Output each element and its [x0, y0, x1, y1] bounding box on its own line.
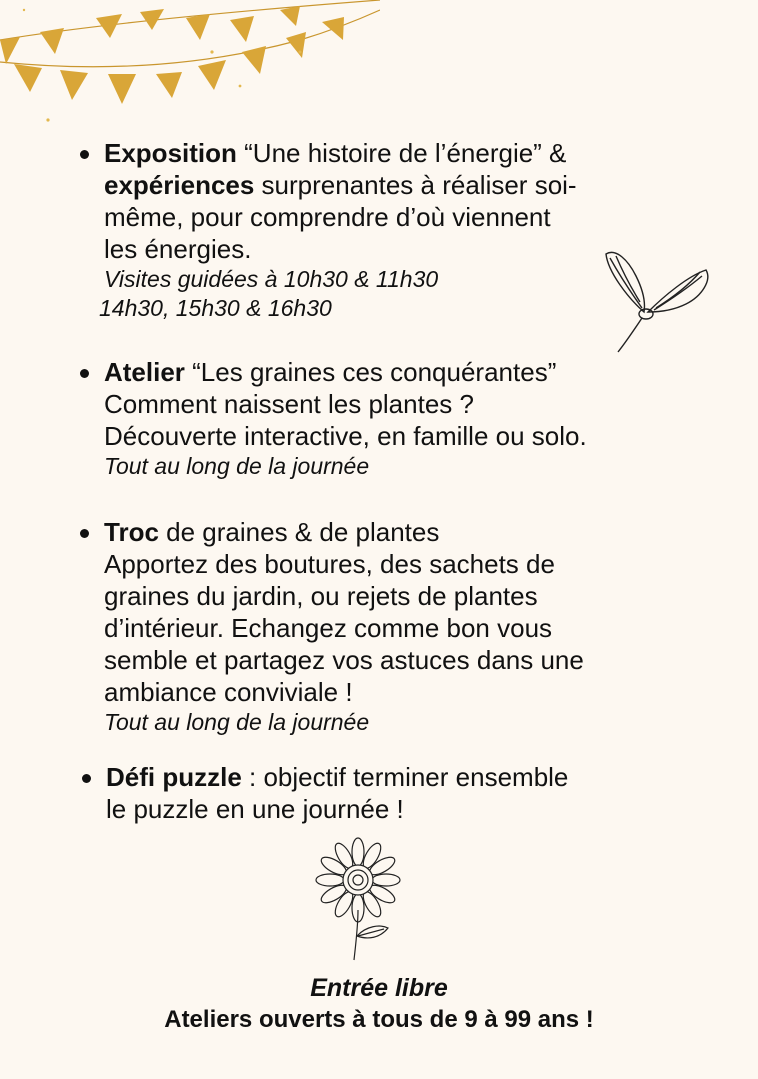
ages-text: Ateliers ouverts à tous de 9 à 99 ans !: [164, 1006, 594, 1033]
puzzle-item: [106, 761, 568, 825]
atelier-line-3: Découverte interactive, en famille ou solo.: [104, 421, 587, 451]
exposition-times-2: 14h30, 15h30 & 16h30: [99, 295, 332, 321]
troc-subtitle: de graines & de plantes: [158, 517, 440, 547]
exposition-subtitle: “Une histoire de l’énergie” &: [236, 138, 567, 168]
maple-seed-illustration-icon: [598, 246, 714, 358]
bullet-icon: [80, 150, 89, 159]
troc-times: Tout au long de la journée: [104, 709, 370, 735]
bullet-icon: [82, 774, 91, 783]
exposition-times-1: Visites guidées à 10h30 & 11h30: [104, 266, 439, 292]
puzzle-title: Défi puzzle: [106, 762, 242, 792]
sunflower-illustration-icon: [314, 836, 404, 962]
footer: [0, 972, 758, 1036]
puzzle-line-2: le puzzle en une journée !: [106, 794, 404, 824]
troc-line-6: ambiance conviviale !: [104, 677, 353, 707]
atelier-item: [104, 356, 587, 481]
puzzle-subtitle: : objectif terminer ensemble: [241, 762, 569, 792]
bullet-icon: [80, 369, 89, 378]
bullet-icon: [80, 529, 89, 538]
exposition-title: Exposition: [104, 138, 237, 168]
atelier-title: Atelier: [104, 357, 185, 387]
exposition-item: [99, 137, 577, 323]
atelier-times: Tout au long de la journée: [104, 453, 370, 479]
atelier-line-2: Comment naissent les plantes ?: [104, 389, 474, 419]
exposition-line-3: même, pour comprendre d’où viennent: [104, 202, 551, 232]
troc-item: [104, 516, 584, 737]
atelier-subtitle: “Les graines ces conquérantes”: [184, 357, 557, 387]
troc-line-4: d’intérieur. Echangez comme bon vous: [104, 613, 553, 643]
experiences-title: expériences: [104, 170, 255, 200]
exposition-line-2: surprenantes à réaliser soi-: [254, 170, 577, 200]
free-entry-text: Entrée libre: [310, 974, 448, 1002]
exposition-line-4: les énergies.: [104, 234, 252, 264]
troc-line-2: Apportez des boutures, des sachets de: [104, 549, 555, 579]
troc-title: Troc: [104, 517, 159, 547]
troc-line-3: graines du jardin, ou rejets de plantes: [104, 581, 538, 611]
troc-line-5: semble et partagez vos astuces dans une: [104, 645, 584, 675]
